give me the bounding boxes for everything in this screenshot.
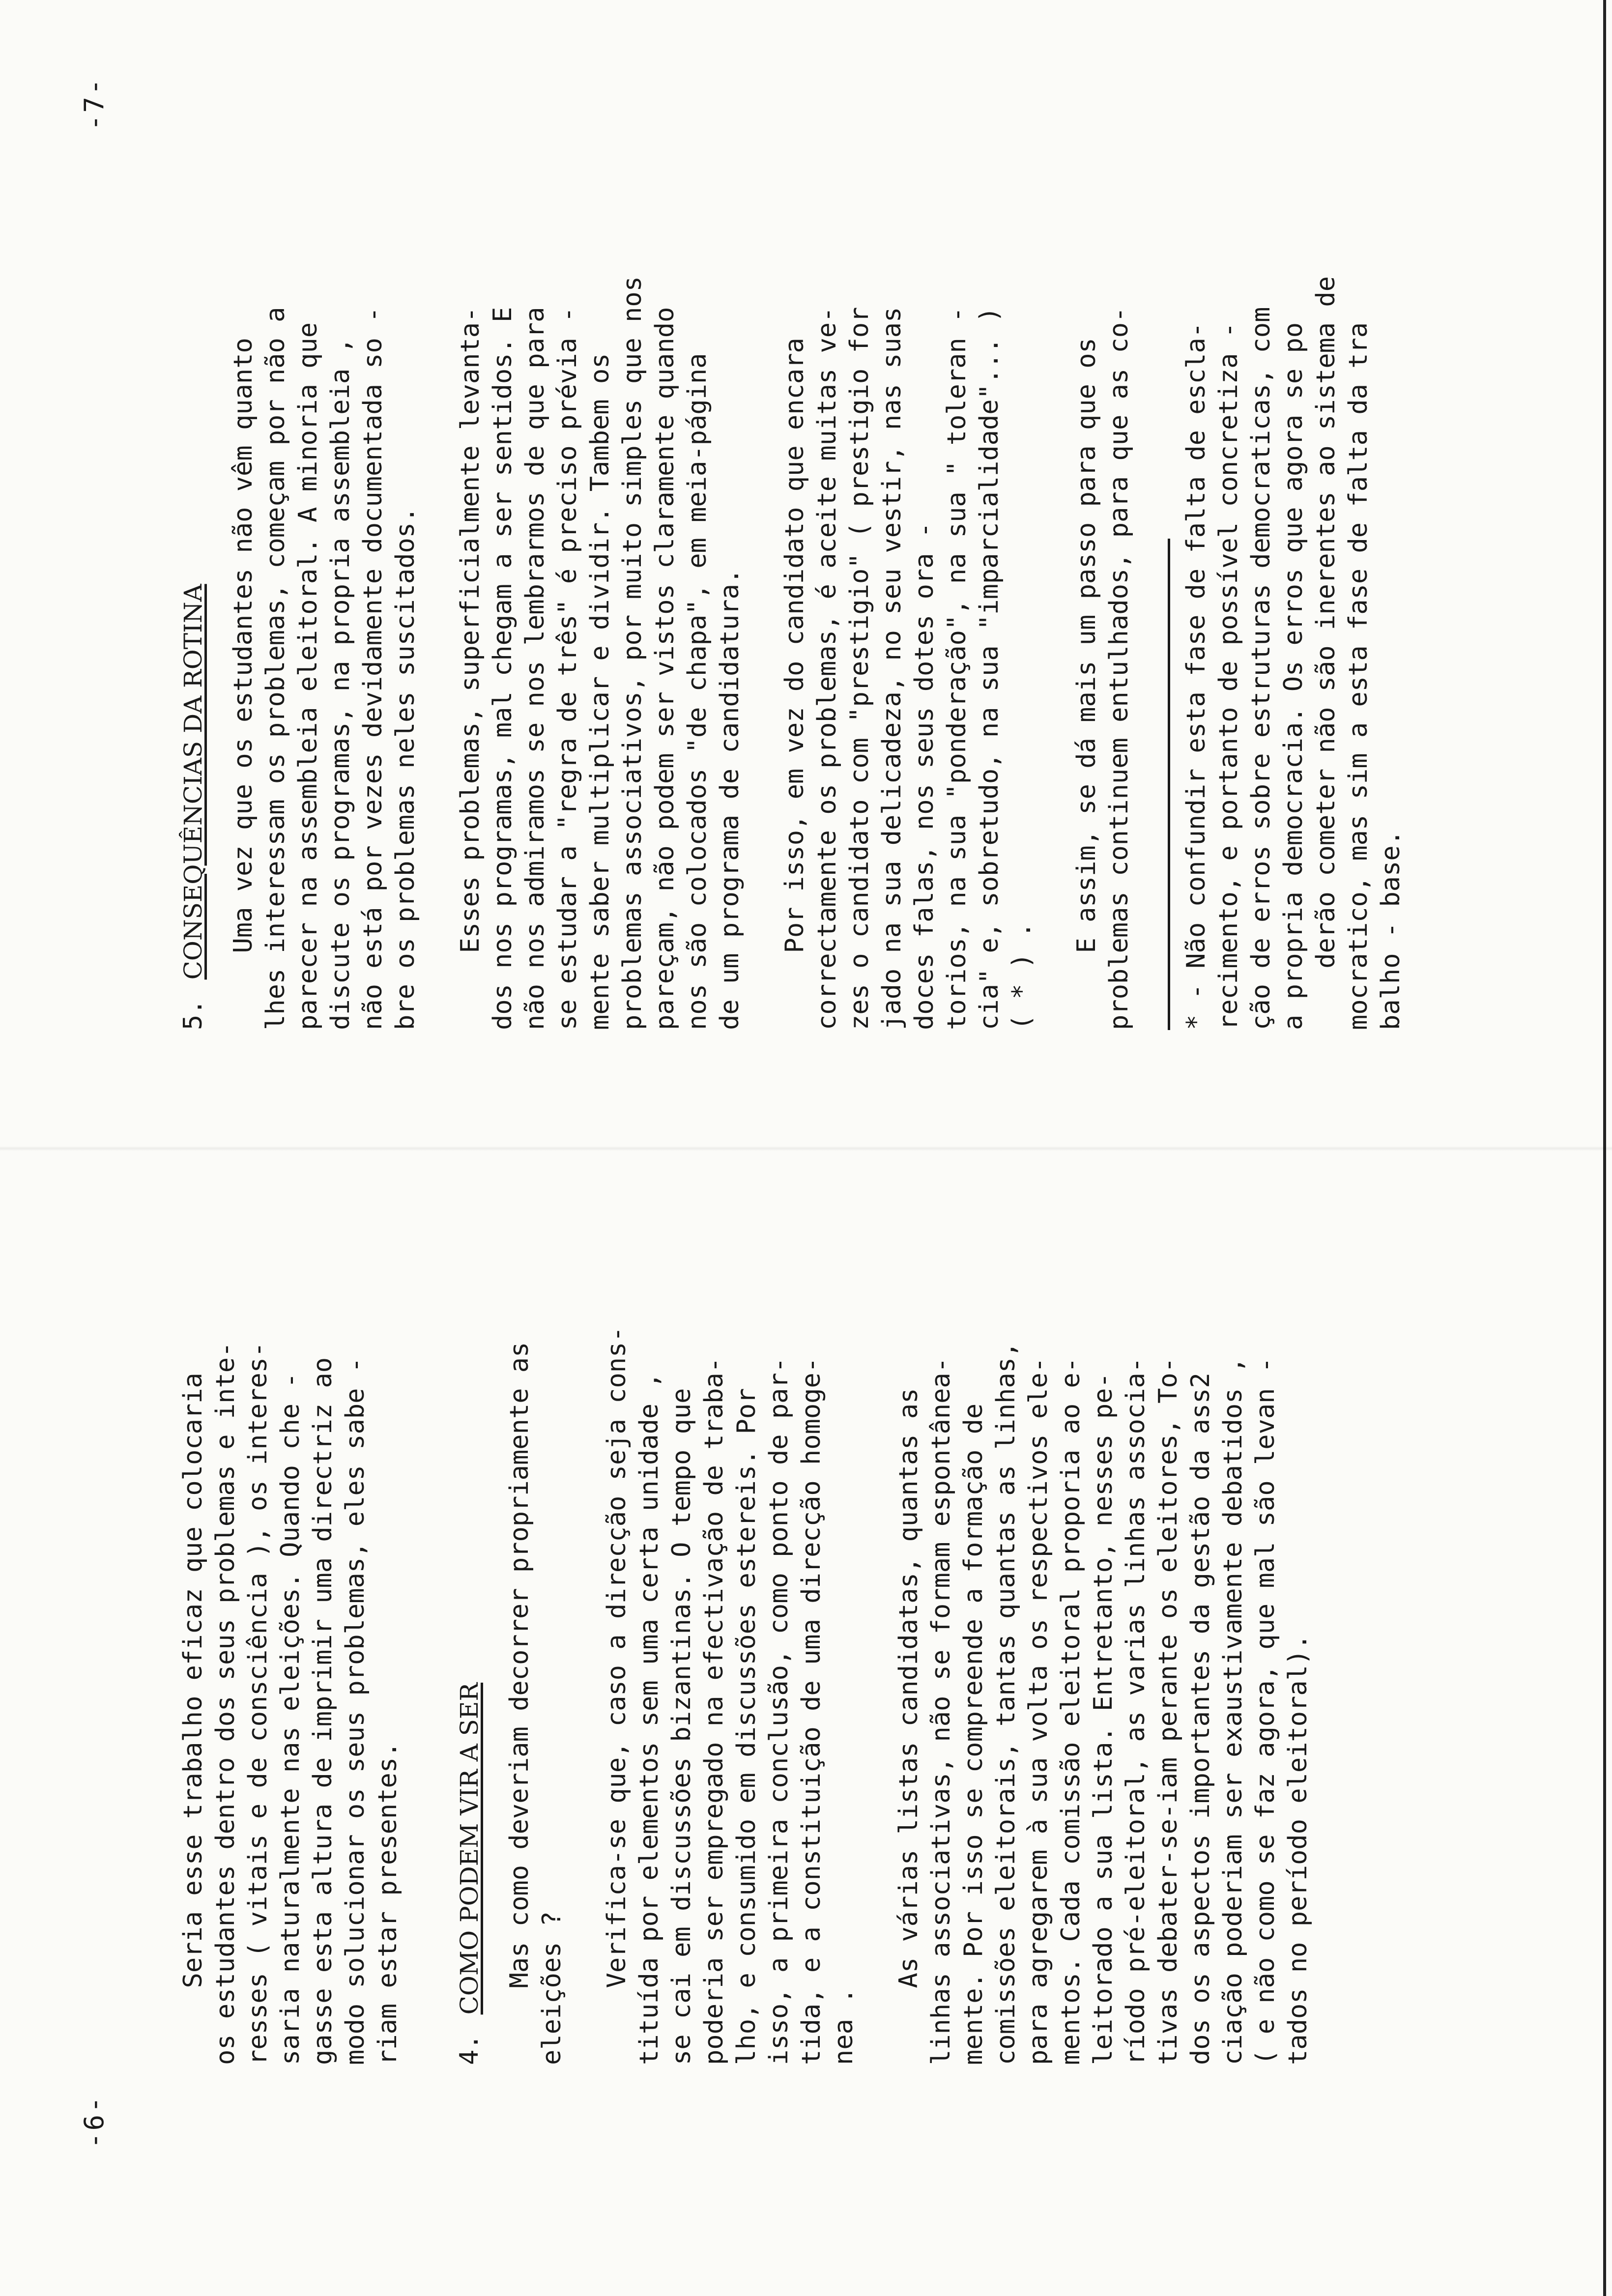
paragraph: Mas como deveriam decorrer propriamente as eleições ? bbox=[505, 1342, 567, 2065]
page-number: -7- bbox=[79, 77, 110, 131]
section-heading bbox=[453, 1259, 486, 2065]
paragraph: E assim, se dá mais um passo para que os problemas continuem entulhados, para que as co- bbox=[1072, 307, 1134, 1030]
paragraph: Verifica-se que, caso a direcção seja cons- tituída por elementos sem uma certa unidade , se cai em discussões bizantinas. O tempo que poderia ser empregado na efectivação de traba- lho, e consumido em discussões estereis. Por isso, a primeira conclusão, como ponto de par- tida, e a constituição de uma direcção homoge- nea . bbox=[602, 1326, 859, 2065]
left-column bbox=[177, 1259, 1314, 2065]
section-title: COMO PODEM VIR A SER bbox=[455, 1682, 484, 2015]
section-number: 4. bbox=[455, 2034, 484, 2065]
paragraph: Esses problemas, superficialmente levanta- dos nos programas, mal chegam a ser sentidos. E não nos admiramos se nos lembrarmos de que para se estudar a "regra de três" é preciso prévia - mente saber multiplicar e dividir. Tambem os problemas associativos, por muito simples que nos pareçam, não podem ser vistos claramente quando nos são colocados "de chapa", em meia-página de um programa de candidatura. bbox=[456, 276, 745, 1030]
paragraph: Uma vez que os estudantes não vêm quanto lhes interessam os problemas, começam por não a parecer na assembleia eleitoral. A minoria que discute os programas, na propria assembleia , não está por vezes devidamente documentada so - bre os problemas neles suscitados. bbox=[229, 307, 420, 1030]
footnote: * - Não confundir esta fase de falta de escla- recimento, e portanto de possível concretiza - ção de erros sobre estruturas democraticas, com a propria democracia. Os erros que agora se po derão cometer não são inerentes ao sistema de mocratico, mas sim a esta fase de falta da tra balho - base. bbox=[1181, 276, 1406, 1030]
footnote-divider bbox=[1168, 539, 1170, 1030]
section-heading bbox=[177, 185, 209, 1030]
section-number: 5. bbox=[178, 999, 208, 1030]
paragraph: Por isso, em vez do candidato que encara correctamente os problemas, é aceite muitas ve- zes o candidato com "prestigio" ( prestigio for jado na sua delicadeza, no seu vestir, nas suas doces falas, nos seus dotes ora - torios, na sua "ponderação", na sua " toleran - cia" e, sobretudo, na sua "imparcialidade"... ) ( * ) . bbox=[780, 307, 1036, 1030]
page-number: -6- bbox=[79, 2095, 110, 2149]
intro-paragraph: Seria esse trabalho eficaz que colocaria os estudantes dentro dos seus problemas e inte- resses ( vitais e de consciência ), os interes- saria naturalmente nas eleições. Quando che - gasse esta altura de imprimir uma directriz ao modo solucionar os seus problemas, eles sabe - riam estar presentes. bbox=[178, 1342, 403, 2065]
right-column bbox=[177, 185, 1407, 1030]
paragraph: As várias listas candidatas, quantas as linhas associativas, não se formam espontânea- mente. Por isso se compreende a formação de comissões eleitorais, tantas quantas as linhas, para agregarem à sua volta os respectivos ele- mentos. Cada comissão eleitoral proporia ao e- leitorado a sua lista. Entretanto, nesses pe- ríodo pré-eleitoral, as varias linhas associa- tivas debater-se-iam perante os eleitores, To- dos os aspectos importantes da gestão da ass2 ciação poderiam ser exaustivamente debatidos , ( e não como se faz agora, que mal são levan - tados no período eleitoral). bbox=[894, 1342, 1313, 2065]
section-title: CONSEQUÊNCIAS DA ROTINA bbox=[179, 584, 207, 980]
page-left bbox=[0, 1148, 1612, 2296]
